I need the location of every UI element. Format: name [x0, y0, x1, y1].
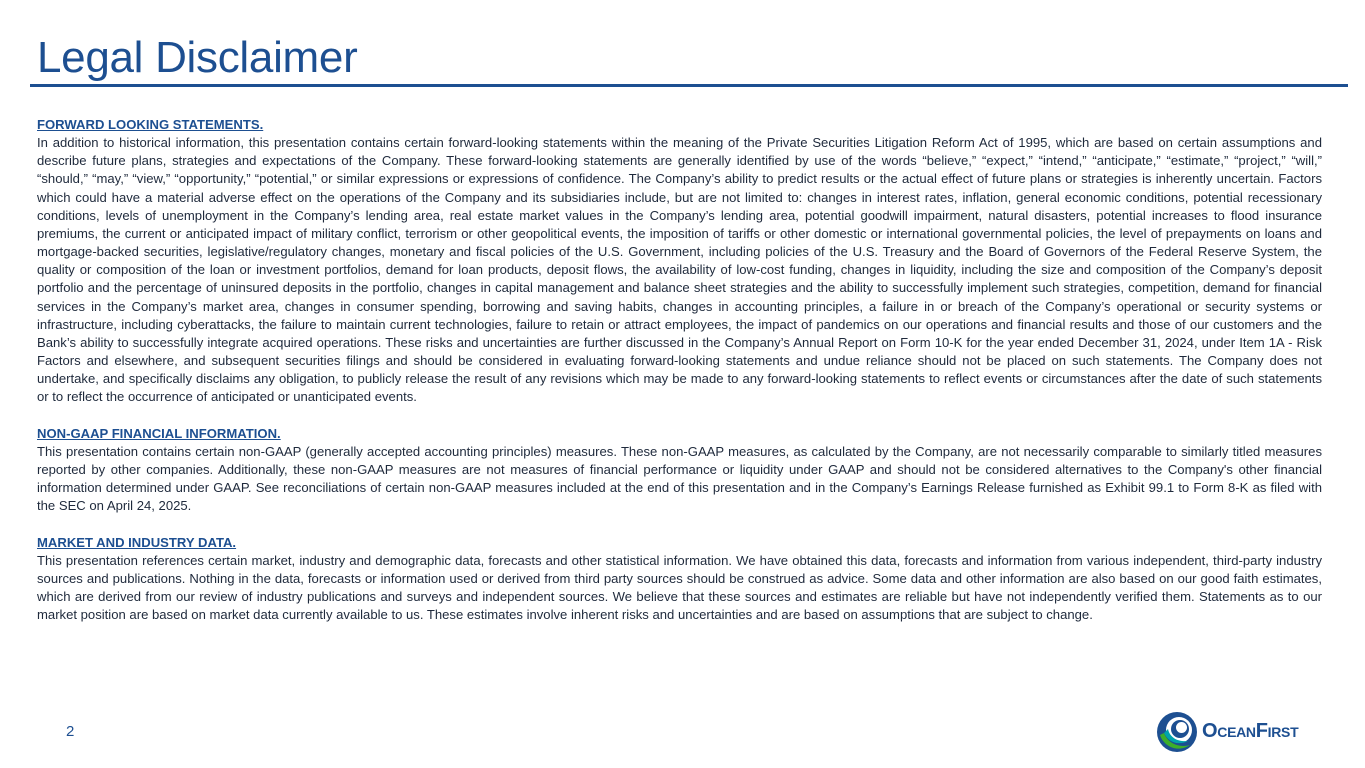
section-body: This presentation contains certain non-GAAP (generally accepted accounting principles) measures. These non-GAAP measures, as calculated by the Company, are not necessarily comparable to similarly titled measures reported by other companies. Additionally, these non-GAAP measures are not measures of financial performance or liquidity under GAAP and should not be considered alternatives to the Company's other financial information determined under GAAP. See reconciliations of certain non-GAAP measures included at the end of this presentation and in the Company’s Earnings Release furnished as Exhibit 99.1 to Form 8-K as filed with the SEC on April 24, 2025. [37, 443, 1322, 514]
section-forward-looking [37, 116, 1322, 407]
section-body: In addition to historical information, this presentation contains certain forward-looking statements within the meaning of the Private Securities Litigation Reform Act of 1995, which are based on certain assumptions and describe future plans, strategies and expectations of the Company. These forward-looking statements are generally identified by use of the words “believe,” “expect,” “intend,” “anticipate,” “estimate,” “project,” “will,” “should,” “may,” “view,” “opportunity,” “potential,” or similar expressions or expressions of confidence. The Company’s ability to predict results or the actual effect of future plans or strategies is inherently uncertain. Factors which could have a material adverse effect on the operations of the Company and its subsidiaries include, but are not limited to: changes in interest rates, inflation, general economic conditions, potential recessionary conditions, levels of unemployment in the Company’s lending area, real estate market values in the Company’s lending area, potential goodwill impairment, natural disasters, potential increases to flood insurance premiums, the current or anticipated impact of military conflict, terrorism or other geopolitical events, the imposition of tariffs or other domestic or international governmental policies, the level of prepayments on loans and mortgage-backed securities, legislative/regulatory changes, monetary and fiscal policies of the U.S. Government, including policies of the U.S. Treasury and the Board of Governors of the Federal Reserve System, the quality or composition of the loan or investment portfolios, demand for loan products, deposit flows, the availability of low-cost funding, changes in liquidity, including the size and composition of the Company’s deposit portfolio and the percentage of uninsured deposits in the portfolio, changes in capital management and balance sheet strategies and the ability to successfully implement such strategies, competition, demand for financial services in the Company’s market area, changes in consumer spending, borrowing and saving habits, changes in accounting principles, a failure in or breach of the Company’s operational or security systems or infrastructure, including cyberattacks, the failure to maintain current technologies, failure to retain or attract employees, the impact of pandemics on our operations and financial results and those of our customers and the Bank’s ability to successfully integrate acquired operations. These risks and uncertainties are further discussed in the Company’s Annual Report on Form 10-K for the year ended December 31, 2024, under Item 1A - Risk Factors and elsewhere, and subsequent securities filings and should be considered in evaluating forward-looking statements and undue reliance should not be placed on such statements. The Company does not undertake, and specifically disclaims any obligation, to publicly release the result of any revisions which may be made to any forward-looking statements to reflect events or circumstances after the date of such statements or to reflect the occurrence of anticipated or unanticipated events. [37, 135, 1322, 405]
section-body: This presentation references certain market, industry and demographic data, forecasts and other statistical information. We have obtained this data, forecasts and information from various independent, third-party industry sources and publications. Nothing in the data, forecasts or information used or derived from third party sources should be construed as advice. Some data and other information are also based on our good faith estimates, which are derived from our review of industry publications and surveys and independent sources. We believe that these sources and estimates are reliable but have not independently verified them. Statements as to our market position are based on market data currently available to us. These estimates involve inherent risks and uncertainties and are based on assumptions that are subject to change. [37, 552, 1322, 623]
logo-wordmark: OceanFirst [1202, 720, 1299, 742]
disclaimer-content [37, 116, 1322, 642]
page-title: Legal Disclaimer [37, 33, 358, 82]
section-non-gaap [37, 425, 1322, 516]
section-market-industry [37, 534, 1322, 625]
company-logo [1156, 711, 1342, 753]
section-heading: FORWARD LOOKING STATEMENTS. [37, 117, 264, 132]
section-heading: MARKET AND INDUSTRY DATA. [37, 534, 237, 550]
oceanfirst-logo-mark-icon [1156, 711, 1198, 753]
page-number: 2 [66, 723, 75, 740]
section-heading: NON-GAAP FINANCIAL INFORMATION. [37, 425, 281, 441]
title-divider [30, 84, 1348, 87]
